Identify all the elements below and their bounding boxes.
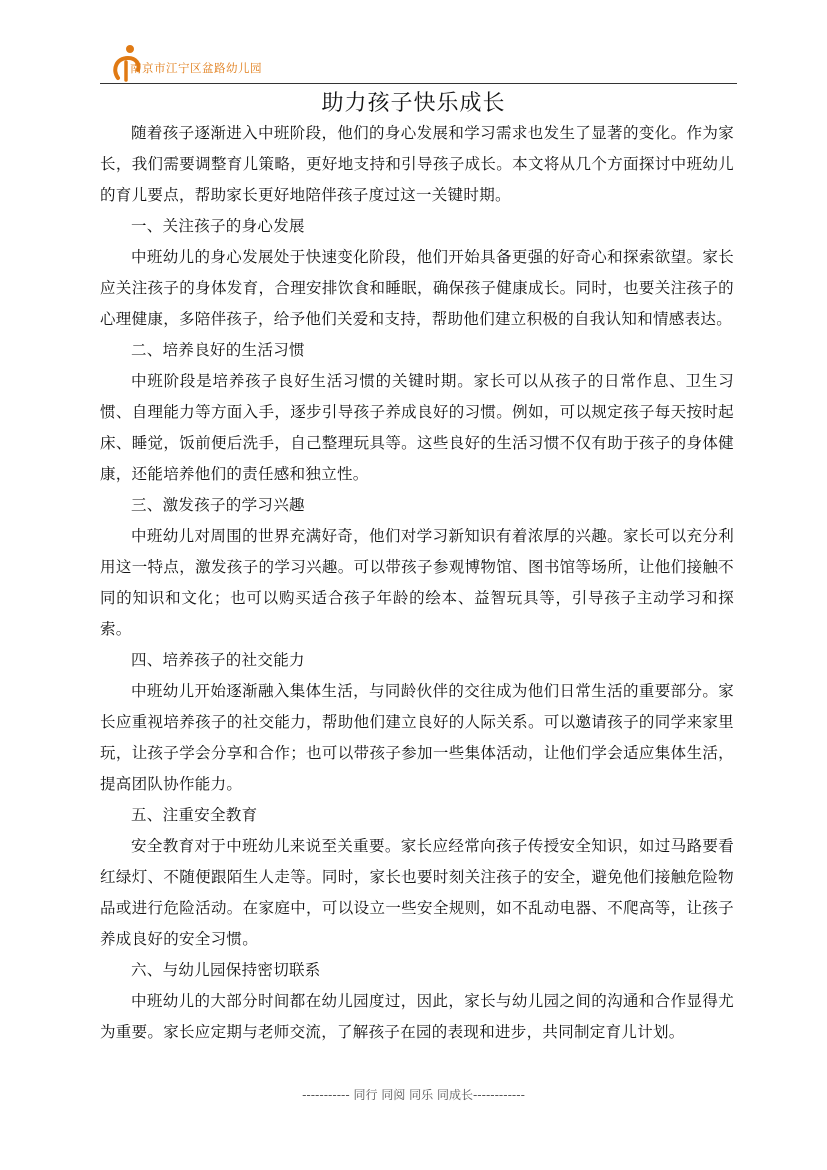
section-paragraph: 中班幼儿的大部分时间都在幼儿园度过，因此，家长与幼儿园之间的沟通和合作显得尤为重要。家长应定期与老师交流，了解孩子在园的表现和进步，共同制定育儿计划。 xyxy=(100,992,734,1041)
section-paragraph: 中班幼儿对周围的世界充满好奇，他们对学习新知识有着浓厚的兴趣。家长可以充分利用这一特点，激发孩子的学习兴趣。可以带孩子参观博物馆、图书馆等场所，让他们接触不同的知识和文化；也可以购买适合孩子年龄的绘本、益智玩具等，引导孩子主动学习和探索。 xyxy=(100,527,734,638)
page-title: 助力孩子快乐成长 xyxy=(321,91,506,116)
section-heading: 一、关注孩子的身心发展 xyxy=(131,217,305,235)
document-body xyxy=(100,118,734,1048)
page-header xyxy=(100,36,737,84)
header-divider xyxy=(100,83,737,84)
section-paragraph: 安全教育对于中班幼儿来说至关重要。家长应经常向孩子传授安全知识，如过马路要看红绿灯、不随便跟陌生人走等。同时，家长也要时刻关注孩子的安全，避免他们接触危险物品或进行危险活动。在家庭中，可以设立一些安全规则，如不乱动电器、不爬高等，让孩子养成良好的安全习惯。 xyxy=(100,837,734,948)
section-heading: 二、培养良好的生活习惯 xyxy=(131,341,305,359)
section-heading: 五、注重安全教育 xyxy=(131,806,258,824)
org-name: 南京市江宁区盆路幼儿园 xyxy=(130,61,262,75)
intro-paragraph: 随着孩子逐渐进入中班阶段，他们的身心发展和学习需求也发生了显著的变化。作为家长，我们需要调整育儿策略，更好地支持和引导孩子成长。本文将从几个方面探讨中班幼儿的育儿要点，帮助家长更好地陪伴孩子度过这一关键时期。 xyxy=(100,124,734,204)
page-footer: ----------- 同行 同阅 同乐 同成长------------ xyxy=(302,1088,525,1102)
section-heading: 六、与幼儿园保持密切联系 xyxy=(131,961,321,979)
section-paragraph: 中班阶段是培养孩子良好生活习惯的关键时期。家长可以从孩子的日常作息、卫生习惯、自理能力等方面入手，逐步引导孩子养成良好的习惯。例如，可以规定孩子每天按时起床、睡觉，饭前便后洗手，自己整理玩具等。这些良好的生活习惯不仅有助于孩子的身体健康，还能培养他们的责任感和独立性。 xyxy=(100,372,734,483)
section-heading: 三、激发孩子的学习兴趣 xyxy=(131,496,305,514)
section-heading: 四、培养孩子的社交能力 xyxy=(131,651,305,669)
section-paragraph: 中班幼儿的身心发展处于快速变化阶段，他们开始具备更强的好奇心和探索欲望。家长应关注孩子的身体发育，合理安排饮食和睡眠，确保孩子健康成长。同时，也要关注孩子的心理健康，多陪伴孩子，给予他们关爱和支持，帮助他们建立积极的自我认知和情感表达。 xyxy=(100,248,734,328)
section-paragraph: 中班幼儿开始逐渐融入集体生活，与同龄伙伴的交往成为他们日常生活的重要部分。家长应重视培养孩子的社交能力，帮助他们建立良好的人际关系。可以邀请孩子的同学来家里玩，让孩子学会分享和合作；也可以带孩子参加一些集体活动，让他们学会适应集体生活，提高团队协作能力。 xyxy=(100,682,734,793)
